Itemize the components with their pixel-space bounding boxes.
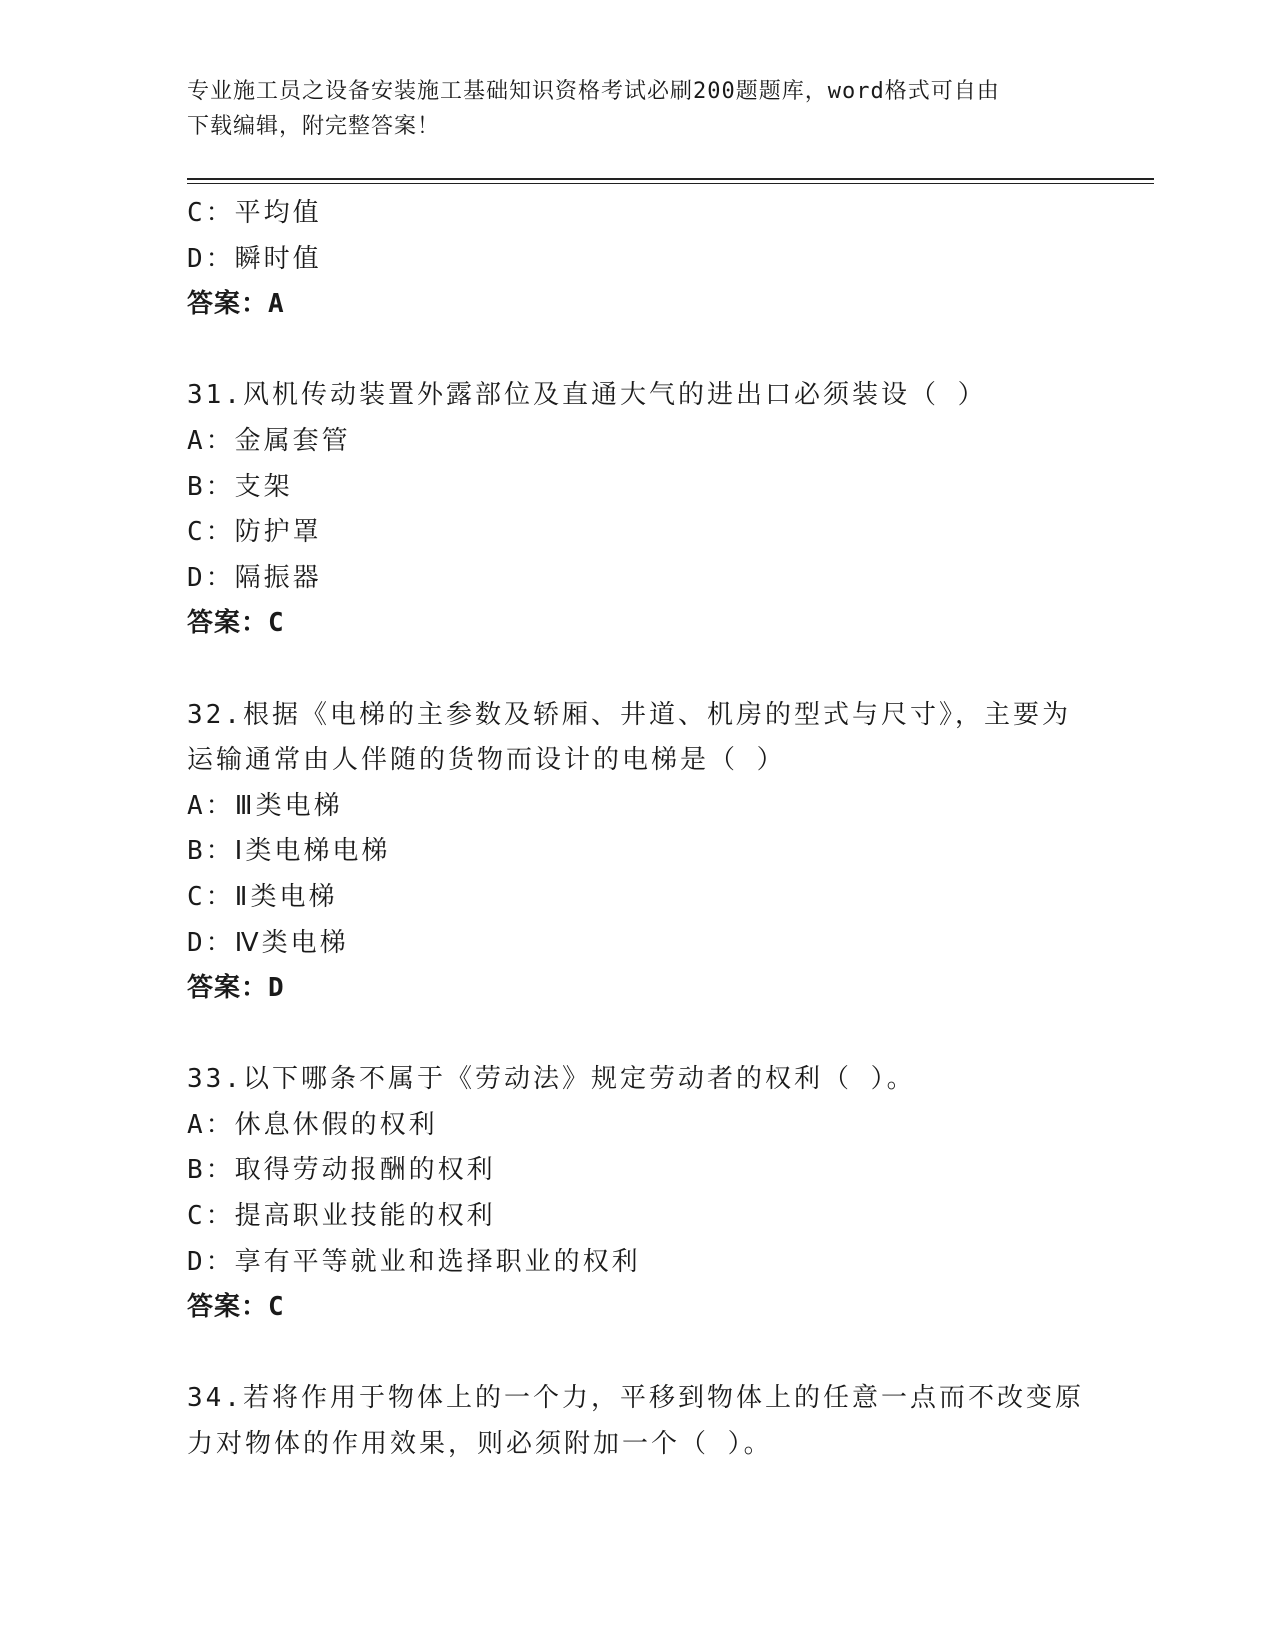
option-c: C：提高职业技能的权利: [187, 1201, 496, 1232]
header-divider-thin: [187, 183, 1154, 184]
question-stem: 33.以下哪条不属于《劳动法》规定劳动者的权利（ ）。: [187, 1064, 916, 1095]
header-divider-thick: [187, 178, 1154, 180]
question-34: [187, 1376, 1087, 1467]
header-line-2: 下载编辑，附完整答案！: [187, 114, 441, 139]
option-d: D：享有平等就业和选择职业的权利: [187, 1246, 641, 1277]
previous-question-tail: [187, 191, 1087, 328]
option-b: B：Ⅰ类电梯电梯: [187, 836, 391, 867]
answer-text: 答案：A: [187, 289, 285, 320]
question-31: [187, 373, 1087, 647]
spacer: [187, 1012, 1087, 1058]
header-line-1: 专业施工员之设备安装施工基础知识资格考试必刷200题题库，word格式可自由: [187, 79, 1000, 104]
option-b: B：取得劳动报酬的权利: [187, 1155, 496, 1186]
answer-text: 答案：D: [187, 973, 285, 1004]
option-c: C：平均值: [187, 198, 322, 228]
answer-text: 答案：C: [187, 1292, 285, 1323]
question-33: [187, 1057, 1087, 1331]
option-a: A：休息休假的权利: [187, 1109, 438, 1140]
question-stem-line-2: 力对物体的作用效果，则必须附加一个（ ）。: [187, 1429, 773, 1460]
question-stem-line-1: 32.根据《电梯的主参数及轿厢、井道、机房的型式与尺寸》，主要为: [187, 699, 1071, 730]
option-c: C：防护罩: [187, 517, 322, 548]
spacer: [187, 1331, 1087, 1377]
option-c: C：Ⅱ类电梯: [187, 881, 338, 912]
option-d: D：隔振器: [187, 562, 322, 593]
question-list: [187, 191, 1087, 1468]
spacer: [187, 328, 1087, 374]
question-stem-line-1: 34.若将作用于物体上的一个力，平移到物体上的任意一点而不改变原: [187, 1383, 1084, 1414]
option-d: D：瞬时值: [187, 243, 322, 274]
question-32: [187, 693, 1087, 1012]
answer-text: 答案：C: [187, 608, 285, 639]
spacer: [187, 647, 1087, 693]
document-header: [187, 74, 1067, 144]
question-stem-line-2: 运输通常由人伴随的货物而设计的电梯是（ ）: [187, 745, 786, 776]
question-stem: 31.风机传动装置外露部位及直通大气的进出口必须装设（ ）: [187, 380, 987, 411]
option-d: D：Ⅳ类电梯: [187, 927, 349, 958]
option-a: A：Ⅲ类电梯: [187, 790, 343, 821]
option-b: B：支架: [187, 471, 293, 502]
option-a: A：金属套管: [187, 425, 351, 456]
